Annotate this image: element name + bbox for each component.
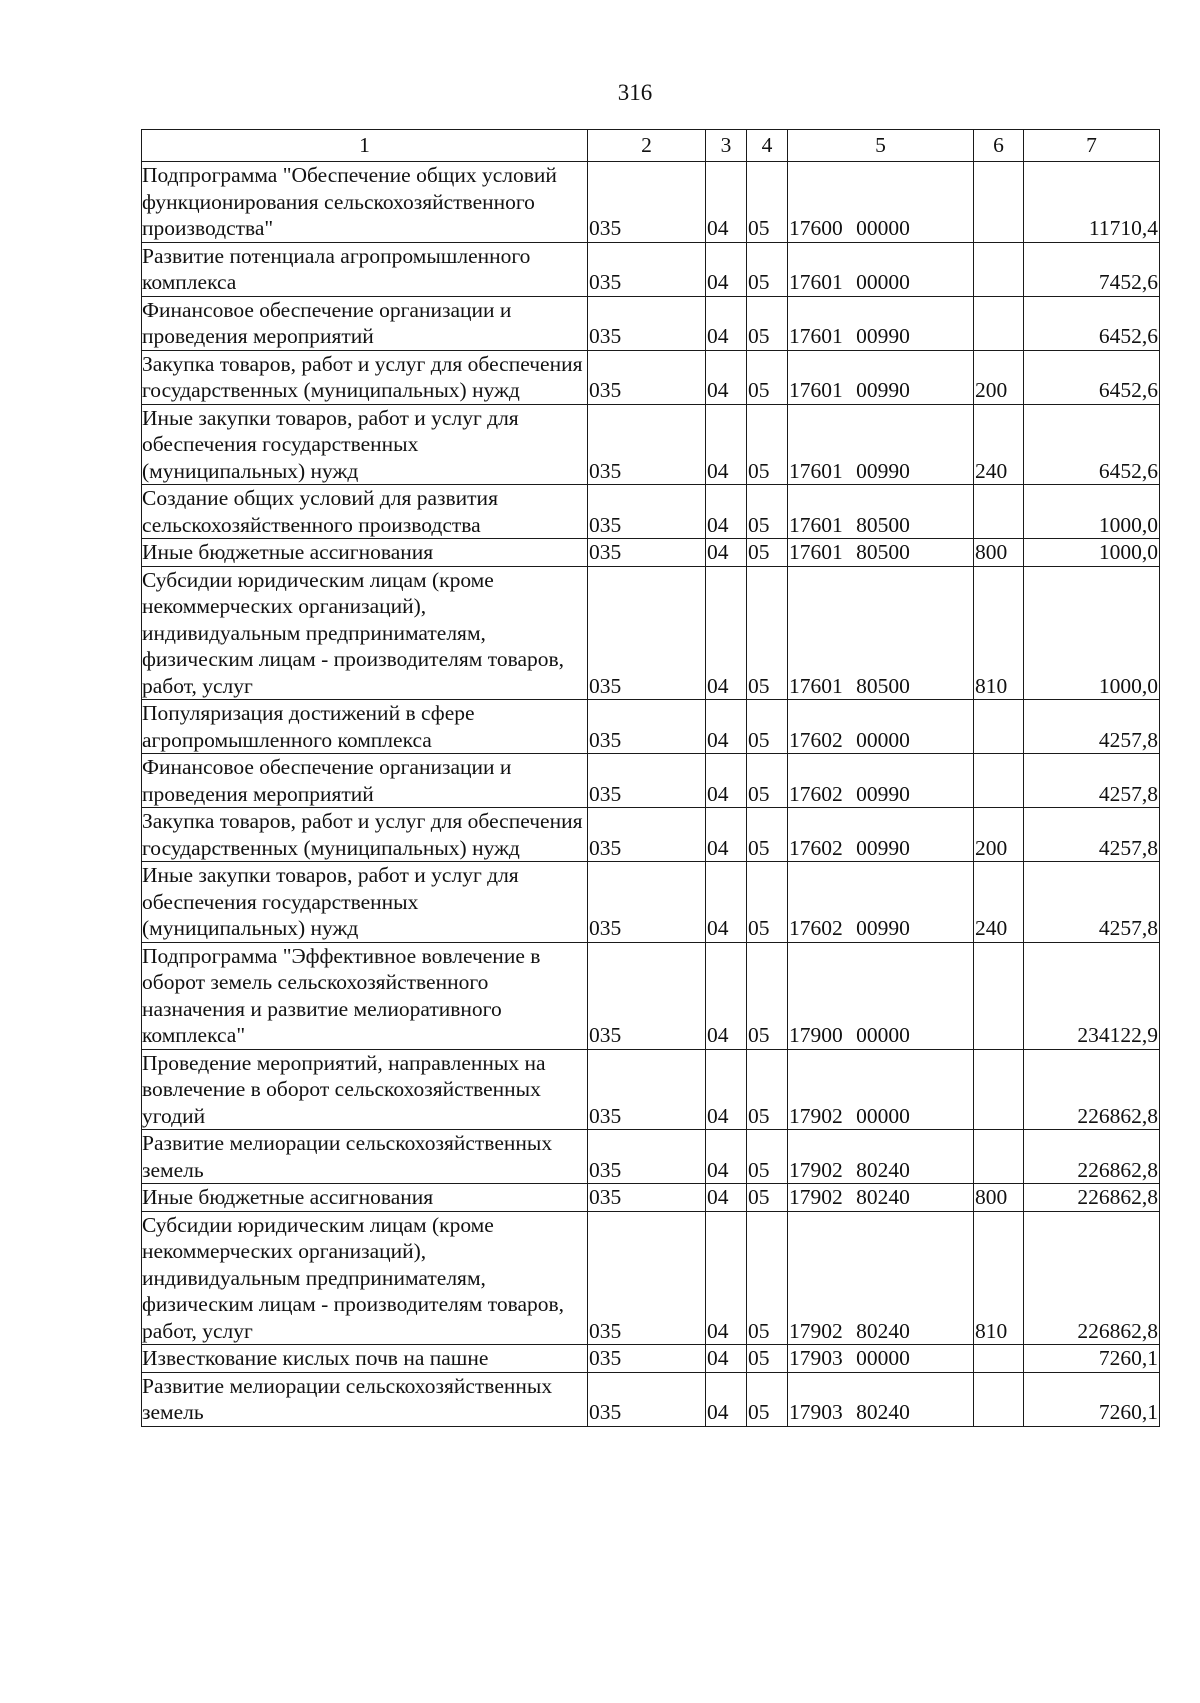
row-name-cell: Субсидии юридическим лицам (кроме некоммерческих организаций), индивидуальным предпринимателям, физическим лицам - производителям товаров, работ, услуг: [142, 566, 588, 700]
row-amount-cell: 1000,0: [1024, 485, 1160, 539]
table-row: [142, 862, 1160, 943]
row-amount-cell: 6452,6: [1024, 350, 1160, 404]
row-col4-cell: 05: [747, 1130, 788, 1184]
row-amount-cell: 11710,4: [1024, 162, 1160, 243]
row-name-cell: Подпрограмма "Эффективное вовлечение в оборот земель сельскохозяйственного назначения и развитие мелиоративного комплекса": [142, 942, 588, 1049]
row-col4-cell: 05: [747, 754, 788, 808]
row-col6-cell: [974, 700, 1024, 754]
row-name-cell: Иные закупки товаров, работ и услуг для обеспечения государственных (муниципальных) нужд: [142, 404, 588, 485]
row-name-cell: Финансовое обеспечение организации и проведения мероприятий: [142, 296, 588, 350]
row-name-cell: Развитие мелиорации сельскохозяйственных земель: [142, 1372, 588, 1426]
row-amount-cell: 226862,8: [1024, 1049, 1160, 1130]
row-col2-cell: 035: [588, 862, 706, 943]
table-row: [142, 242, 1160, 296]
row-col6-cell: [974, 296, 1024, 350]
row-col6-cell: 800: [974, 539, 1024, 567]
row-col3-cell: 04: [706, 808, 747, 862]
row-col2-cell: 035: [588, 1184, 706, 1212]
row-amount-cell: 226862,8: [1024, 1211, 1160, 1345]
row-col3-cell: 04: [706, 1345, 747, 1373]
row-col6-cell: 240: [974, 862, 1024, 943]
row-col5-cell: 17601 00990: [788, 350, 974, 404]
row-col4-cell: 05: [747, 942, 788, 1049]
row-col3-cell: 04: [706, 862, 747, 943]
table-row: [142, 539, 1160, 567]
row-name-cell: Закупка товаров, работ и услуг для обеспечения государственных (муниципальных) нужд: [142, 350, 588, 404]
row-col3-cell: 04: [706, 1184, 747, 1212]
row-col4-cell: 05: [747, 1211, 788, 1345]
row-col4-cell: 05: [747, 404, 788, 485]
table-row: [142, 1372, 1160, 1426]
page-number: 316: [617, 80, 653, 105]
header-col-3: 3: [706, 130, 747, 162]
row-col2-cell: 035: [588, 296, 706, 350]
header-col-6: 6: [974, 130, 1024, 162]
row-col2-cell: 035: [588, 808, 706, 862]
row-col4-cell: 05: [747, 162, 788, 243]
row-name-cell: Популяризация достижений в сфере агропромышленного комплекса: [142, 700, 588, 754]
table-row: [142, 485, 1160, 539]
row-col3-cell: 04: [706, 1049, 747, 1130]
row-amount-cell: 4257,8: [1024, 862, 1160, 943]
row-col6-cell: [974, 162, 1024, 243]
row-col4-cell: 05: [747, 539, 788, 567]
row-amount-cell: 4257,8: [1024, 808, 1160, 862]
row-col6-cell: [974, 1345, 1024, 1373]
row-amount-cell: 1000,0: [1024, 539, 1160, 567]
row-col3-cell: 04: [706, 539, 747, 567]
table-row: [142, 1049, 1160, 1130]
row-col2-cell: 035: [588, 1345, 706, 1373]
row-col4-cell: 05: [747, 566, 788, 700]
table-row: [142, 808, 1160, 862]
row-col6-cell: [974, 1130, 1024, 1184]
row-col6-cell: 800: [974, 1184, 1024, 1212]
table-row: [142, 162, 1160, 243]
header-col-4: 4: [747, 130, 788, 162]
row-col6-cell: [974, 1372, 1024, 1426]
row-col4-cell: 05: [747, 350, 788, 404]
header-row: [142, 130, 1160, 162]
header-col-1: 1: [142, 130, 588, 162]
row-col5-cell: 17602 00990: [788, 754, 974, 808]
row-name-cell: Иные закупки товаров, работ и услуг для обеспечения государственных (муниципальных) нужд: [142, 862, 588, 943]
row-col4-cell: 05: [747, 242, 788, 296]
row-col4-cell: 05: [747, 700, 788, 754]
row-col4-cell: 05: [747, 1184, 788, 1212]
row-col5-cell: 17902 80240: [788, 1184, 974, 1212]
row-name-cell: Известкование кислых почв на пашне: [142, 1345, 588, 1373]
row-col5-cell: 17902 80240: [788, 1211, 974, 1345]
row-col5-cell: 17900 00000: [788, 942, 974, 1049]
row-name-cell: Развитие мелиорации сельскохозяйственных земель: [142, 1130, 588, 1184]
table-row: [142, 296, 1160, 350]
header-col-2: 2: [588, 130, 706, 162]
table-row: [142, 1130, 1160, 1184]
row-col5-cell: 17903 00000: [788, 1345, 974, 1373]
row-col2-cell: 035: [588, 162, 706, 243]
row-name-cell: Развитие потенциала агропромышленного комплекса: [142, 242, 588, 296]
table-body: [142, 162, 1160, 1427]
row-col5-cell: 17902 00000: [788, 1049, 974, 1130]
row-col5-cell: 17903 80240: [788, 1372, 974, 1426]
row-col4-cell: 05: [747, 1345, 788, 1373]
row-col4-cell: 05: [747, 296, 788, 350]
row-col6-cell: [974, 485, 1024, 539]
row-col5-cell: 17601 00000: [788, 242, 974, 296]
budget-table: [141, 129, 1160, 1427]
row-amount-cell: 6452,6: [1024, 404, 1160, 485]
row-name-cell: Субсидии юридическим лицам (кроме некоммерческих организаций), индивидуальным предпринимателям, физическим лицам - производителям товаров, работ, услуг: [142, 1211, 588, 1345]
row-col6-cell: 200: [974, 350, 1024, 404]
row-col3-cell: 04: [706, 242, 747, 296]
row-col4-cell: 05: [747, 808, 788, 862]
table-row: [142, 942, 1160, 1049]
row-amount-cell: 234122,9: [1024, 942, 1160, 1049]
row-col4-cell: 05: [747, 485, 788, 539]
row-col3-cell: 04: [706, 162, 747, 243]
row-amount-cell: 4257,8: [1024, 700, 1160, 754]
row-col2-cell: 035: [588, 404, 706, 485]
row-amount-cell: 6452,6: [1024, 296, 1160, 350]
row-col6-cell: [974, 242, 1024, 296]
row-amount-cell: 7260,1: [1024, 1372, 1160, 1426]
row-col2-cell: 035: [588, 754, 706, 808]
row-name-cell: Проведение мероприятий, направленных на вовлечение в оборот сельскохозяйственных угодий: [142, 1049, 588, 1130]
row-col5-cell: 17601 80500: [788, 485, 974, 539]
row-col6-cell: 810: [974, 566, 1024, 700]
table-row: [142, 1211, 1160, 1345]
row-col5-cell: 17602 00990: [788, 862, 974, 943]
row-col2-cell: 035: [588, 242, 706, 296]
table-row: [142, 1345, 1160, 1373]
row-name-cell: Финансовое обеспечение организации и проведения мероприятий: [142, 754, 588, 808]
row-name-cell: Подпрограмма "Обеспечение общих условий функционирования сельскохозяйственного производства": [142, 162, 588, 243]
row-col2-cell: 035: [588, 539, 706, 567]
row-col5-cell: 17601 80500: [788, 566, 974, 700]
row-col3-cell: 04: [706, 350, 747, 404]
row-col5-cell: 17902 80240: [788, 1130, 974, 1184]
row-amount-cell: 226862,8: [1024, 1184, 1160, 1212]
row-col5-cell: 17601 80500: [788, 539, 974, 567]
table-row: [142, 754, 1160, 808]
row-col3-cell: 04: [706, 404, 747, 485]
row-col6-cell: 200: [974, 808, 1024, 862]
row-col3-cell: 04: [706, 566, 747, 700]
row-name-cell: Создание общих условий для развития сельскохозяйственного производства: [142, 485, 588, 539]
table-row: [142, 700, 1160, 754]
row-col3-cell: 04: [706, 1372, 747, 1426]
row-col2-cell: 035: [588, 566, 706, 700]
row-col5-cell: 17602 00000: [788, 700, 974, 754]
row-col3-cell: 04: [706, 1211, 747, 1345]
row-col3-cell: 04: [706, 700, 747, 754]
row-col6-cell: [974, 1049, 1024, 1130]
table-row: [142, 350, 1160, 404]
row-col3-cell: 04: [706, 296, 747, 350]
row-name-cell: Иные бюджетные ассигнования: [142, 539, 588, 567]
header-col-7: 7: [1024, 130, 1160, 162]
row-col2-cell: 035: [588, 1130, 706, 1184]
row-amount-cell: 226862,8: [1024, 1130, 1160, 1184]
row-amount-cell: 1000,0: [1024, 566, 1160, 700]
row-col3-cell: 04: [706, 942, 747, 1049]
row-name-cell: Иные бюджетные ассигнования: [142, 1184, 588, 1212]
row-amount-cell: 7260,1: [1024, 1345, 1160, 1373]
row-col6-cell: [974, 754, 1024, 808]
row-col2-cell: 035: [588, 350, 706, 404]
row-col6-cell: 240: [974, 404, 1024, 485]
row-col6-cell: [974, 942, 1024, 1049]
row-col3-cell: 04: [706, 1130, 747, 1184]
row-col3-cell: 04: [706, 754, 747, 808]
row-amount-cell: 7452,6: [1024, 242, 1160, 296]
row-col5-cell: 17601 00990: [788, 404, 974, 485]
row-col2-cell: 035: [588, 942, 706, 1049]
row-col5-cell: 17600 00000: [788, 162, 974, 243]
row-col2-cell: 035: [588, 700, 706, 754]
row-name-cell: Закупка товаров, работ и услуг для обеспечения государственных (муниципальных) нужд: [142, 808, 588, 862]
row-col5-cell: 17601 00990: [788, 296, 974, 350]
row-col4-cell: 05: [747, 1049, 788, 1130]
row-col6-cell: 810: [974, 1211, 1024, 1345]
row-col5-cell: 17602 00990: [788, 808, 974, 862]
header-col-5: 5: [788, 130, 974, 162]
row-amount-cell: 4257,8: [1024, 754, 1160, 808]
row-col2-cell: 035: [588, 1211, 706, 1345]
table-row: [142, 404, 1160, 485]
table-row: [142, 1184, 1160, 1212]
row-col2-cell: 035: [588, 485, 706, 539]
row-col3-cell: 04: [706, 485, 747, 539]
table-row: [142, 566, 1160, 700]
row-col2-cell: 035: [588, 1049, 706, 1130]
row-col4-cell: 05: [747, 862, 788, 943]
row-col4-cell: 05: [747, 1372, 788, 1426]
row-col2-cell: 035: [588, 1372, 706, 1426]
